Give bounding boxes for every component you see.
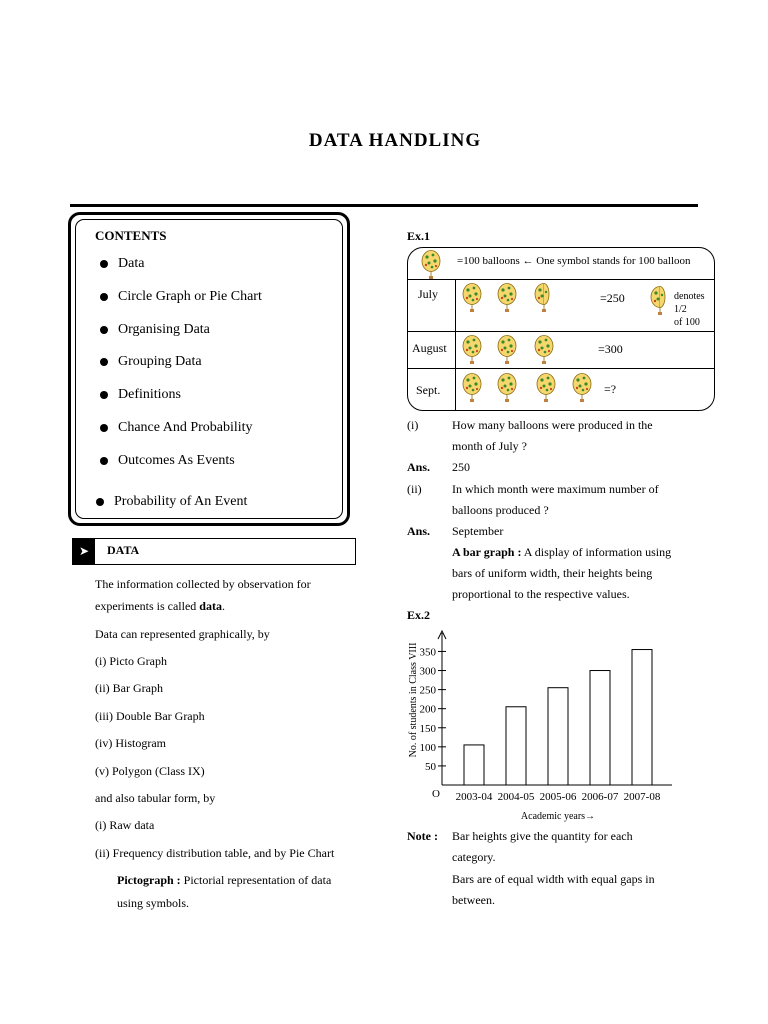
q2-number: (ii)	[407, 482, 422, 496]
contents-item[interactable]: Chance And Probability	[100, 420, 253, 436]
bullet-icon	[100, 326, 108, 334]
contents-item[interactable]: Grouping Data	[100, 354, 202, 370]
balloon-icon	[572, 373, 594, 403]
note-text-2: category.	[452, 850, 496, 864]
x-axis-label: Academic years→	[520, 811, 596, 822]
a2-label: Ans.	[407, 524, 431, 538]
row-value: =?	[604, 382, 617, 396]
bar	[464, 745, 484, 785]
tabular-type: (ii) Frequency distribution table, and by Pie Chart	[95, 846, 335, 860]
graph-type: (iii) Double Bar Graph	[95, 709, 205, 723]
bar-graph-definition: A bar graph : A display of information using	[452, 545, 672, 559]
graph-type: (v) Polygon (Class IX)	[95, 764, 205, 778]
balloon-icon	[462, 373, 484, 403]
y-tick-label: 250	[419, 684, 436, 697]
q1-text-2: month of July ?	[452, 439, 527, 453]
bullet-icon	[96, 498, 104, 506]
x-tick-label: 2005-06	[539, 791, 577, 803]
graph-type: (i) Picto Graph	[95, 654, 167, 668]
x-tick-label: 2007-08	[623, 791, 661, 803]
balloon-icon	[421, 250, 443, 280]
represented-text: Data can represented graphically, by	[95, 627, 270, 641]
y-tick-label: 200	[419, 703, 436, 716]
x-tick-label: 2006-07	[581, 791, 619, 803]
bullet-icon	[100, 391, 108, 399]
graph-type: (ii) Bar Graph	[95, 681, 163, 695]
graph-type: (iv) Histogram	[95, 736, 166, 750]
y-tick-label: 100	[419, 741, 436, 754]
half-balloon-icon	[534, 283, 556, 313]
contents-item[interactable]: Data	[100, 256, 144, 272]
x-tick-label: 2004-05	[497, 791, 535, 803]
note-text: Bar heights give the quantity for each	[452, 829, 633, 843]
intro-line-2: experiments is called data.	[95, 599, 225, 613]
contents-item[interactable]: Organising Data	[100, 322, 210, 338]
y-axis-label: No. of students in Class VIII	[408, 642, 419, 758]
ex1-label: Ex.1	[407, 229, 431, 243]
q1-text: How many balloons were produced in the	[452, 418, 653, 432]
balloon-icon	[534, 335, 556, 365]
bar-graph-definition-2: bars of uniform width, their heights being	[452, 566, 653, 580]
note-label: Note :	[407, 829, 438, 843]
arrow-icon: ➤	[73, 539, 95, 564]
pictograph-key: =100 balloons ← One symbol stands for 100 balloon	[457, 255, 691, 267]
bullet-icon	[100, 260, 108, 268]
data-heading-label: DATA	[107, 543, 140, 557]
row-value: =300	[598, 342, 623, 356]
y-tick-label: 50	[425, 760, 436, 773]
title-rule	[70, 204, 698, 207]
balloon-icon	[462, 335, 484, 365]
balloon-icon	[536, 373, 558, 403]
contents-item[interactable]: Circle Graph or Pie Chart	[100, 289, 262, 305]
a1-label: Ans.	[407, 460, 431, 474]
bar	[548, 688, 568, 785]
bar-graph-definition-3: proportional to the respective values.	[452, 587, 630, 601]
y-tick-label: 150	[419, 722, 436, 735]
bullet-icon	[100, 358, 108, 366]
row-value: =250	[600, 291, 625, 305]
tabular-text: and also tabular form, by	[95, 791, 216, 805]
x-tick-label: 2003-04	[455, 791, 493, 803]
half-balloon-icon	[650, 286, 672, 316]
y-tick-label: 350	[419, 646, 436, 659]
bullet-icon	[100, 424, 108, 432]
pictograph-definition: Pictograph : Pictorial representation of data	[117, 873, 332, 887]
tabular-type: (i) Raw data	[95, 818, 155, 832]
data-section-heading	[72, 538, 356, 565]
page-title: DATA HANDLING	[308, 130, 482, 151]
ex2-label: Ex.2	[407, 608, 431, 622]
bar	[632, 650, 652, 785]
balloon-icon	[497, 373, 519, 403]
half-symbol-note: denotes 1/2 of 100	[674, 291, 705, 328]
intro-line-1: The information collected by observation for	[95, 577, 311, 591]
origin-label: O	[432, 788, 440, 800]
balloon-icon	[497, 283, 519, 313]
bar-chart	[400, 625, 700, 825]
contents-heading: CONTENTS	[95, 228, 167, 243]
bullet-icon	[100, 293, 108, 301]
bar	[506, 707, 526, 785]
a2-text: September	[452, 524, 504, 538]
contents-item[interactable]: Outcomes As Events	[100, 453, 235, 469]
contents-item[interactable]: Probability of An Event	[96, 494, 247, 510]
a1-text: 250	[452, 460, 470, 474]
month-label: Sept.	[416, 383, 441, 397]
month-label: August	[412, 341, 447, 355]
y-tick-label: 300	[419, 665, 436, 678]
pictograph-table	[407, 247, 715, 411]
balloon-icon	[497, 335, 519, 365]
contents-item[interactable]: Definitions	[100, 387, 181, 403]
q2-text: In which month were maximum number of	[452, 482, 659, 496]
month-label: July	[418, 287, 439, 301]
q1-number: (i)	[407, 418, 419, 432]
bullet-icon	[100, 457, 108, 465]
bar	[590, 671, 610, 785]
note-text-3: Bars are of equal width with equal gaps in	[452, 872, 655, 886]
q2-text-2: balloons produced ?	[452, 503, 549, 517]
note-text-4: between.	[452, 893, 495, 907]
balloon-icon	[462, 283, 484, 313]
pictograph-definition-2: using symbols.	[117, 896, 190, 910]
